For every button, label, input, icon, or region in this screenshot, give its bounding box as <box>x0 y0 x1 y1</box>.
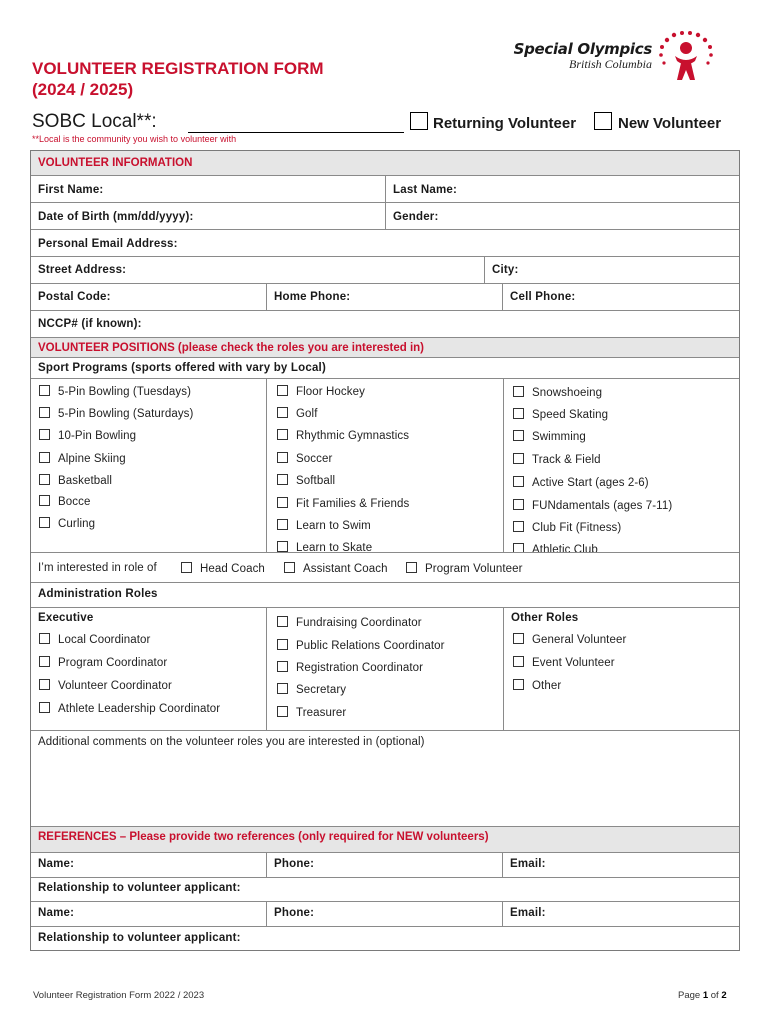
checkbox-icon[interactable] <box>277 429 288 440</box>
checkbox-icon[interactable] <box>513 430 524 441</box>
option-label: Registration Coordinator <box>296 662 424 674</box>
reference2-phone-label[interactable]: Phone: <box>274 907 315 919</box>
option-label: Softball <box>296 475 336 487</box>
executive-label: Executive <box>38 612 94 624</box>
reference1-name-label[interactable]: Name: <box>38 858 75 870</box>
option-label: Program Coordinator <box>58 657 168 669</box>
option-label: Snowshoeing <box>532 387 603 399</box>
option-label: 10-Pin Bowling <box>58 430 137 442</box>
sport-programs-label: Sport Programs (sports offered with vary by Local) <box>38 362 326 374</box>
gender-label[interactable]: Gender: <box>393 211 439 223</box>
additional-comments-field[interactable]: Additional comments on the volunteer roles you are interested in (optional) <box>38 736 425 748</box>
option-label: Other <box>532 680 562 692</box>
checkbox-icon[interactable] <box>513 521 524 532</box>
option-label: Learn to Swim <box>296 520 371 532</box>
local-note: **Local is the community you wish to volunteer with <box>32 134 237 144</box>
postal-code-label[interactable]: Postal Code: <box>38 291 111 303</box>
option-label: FUNdamentals (ages 7-11) <box>532 500 673 512</box>
option-public-relations-coordinator[interactable] <box>277 639 445 652</box>
option-10pin-bowling[interactable] <box>39 429 136 442</box>
checkbox-icon[interactable] <box>513 476 524 487</box>
checkbox-icon[interactable] <box>39 679 50 690</box>
option-rhythmic-gymnastics[interactable] <box>277 429 409 442</box>
option-golf[interactable] <box>277 407 318 420</box>
checkbox-icon[interactable] <box>513 679 524 690</box>
option-label: Local Coordinator <box>58 634 151 646</box>
option-label: Active Start (ages 2-6) <box>532 477 649 489</box>
divider <box>266 901 267 926</box>
dob-label[interactable]: Date of Birth (mm/dd/yyyy): <box>38 211 194 223</box>
option-general-volunteer[interactable] <box>513 633 626 646</box>
checkbox-icon[interactable] <box>513 386 524 397</box>
divider <box>502 901 503 926</box>
option-soccer[interactable] <box>277 452 332 465</box>
checkbox-icon[interactable] <box>39 702 50 713</box>
page-prefix: Page <box>678 990 701 1001</box>
divider <box>502 283 503 310</box>
city-label[interactable]: City: <box>492 264 519 276</box>
sobc-local-label: SOBC Local**: <box>32 111 157 132</box>
option-label: Volunteer Coordinator <box>58 680 172 692</box>
divider <box>31 852 739 853</box>
checkbox-icon[interactable] <box>181 562 192 573</box>
checkbox-icon[interactable] <box>513 499 524 510</box>
form-title <box>32 58 324 100</box>
checkbox-icon[interactable] <box>39 429 50 440</box>
option-fundamentals[interactable] <box>513 499 672 512</box>
option-learn-to-skate[interactable] <box>277 541 372 552</box>
volunteer-positions-title: VOLUNTEER POSITIONS (please check the roles you are interested in) <box>38 342 424 354</box>
option-label: Assistant Coach <box>303 563 388 575</box>
divider <box>31 283 739 284</box>
checkbox-icon[interactable] <box>513 453 524 464</box>
option-secretary[interactable] <box>277 683 346 696</box>
option-curling[interactable] <box>39 517 95 530</box>
option-label: 5-Pin Bowling (Tuesdays) <box>58 386 191 398</box>
checkbox-icon[interactable] <box>277 452 288 463</box>
divider <box>266 378 267 552</box>
divider <box>266 607 267 730</box>
checkbox-icon[interactable] <box>39 656 50 667</box>
checkbox-icon[interactable] <box>277 519 288 530</box>
checkbox-icon[interactable] <box>39 407 50 418</box>
divider <box>31 552 739 553</box>
option-label: Golf <box>296 408 318 420</box>
option-fundraising-coordinator[interactable] <box>277 616 422 629</box>
reference2-relationship-label[interactable]: Relationship to volunteer applicant: <box>38 932 241 944</box>
option-local-coordinator[interactable] <box>39 633 150 646</box>
option-label: Basketball <box>58 475 113 487</box>
option-label: Learn to Skate <box>296 542 373 552</box>
option-label: Bocce <box>58 496 91 508</box>
checkbox-icon[interactable] <box>277 706 288 717</box>
footer-page-number <box>678 990 727 1001</box>
option-athletic-club[interactable] <box>513 543 598 552</box>
checkbox-icon[interactable] <box>39 474 50 485</box>
checkbox-icon[interactable] <box>39 452 50 463</box>
divider <box>484 256 485 283</box>
divider <box>31 310 739 311</box>
reference1-email-label[interactable]: Email: <box>510 858 546 870</box>
divider <box>31 877 739 878</box>
divider <box>266 283 267 310</box>
last-name-label[interactable]: Last Name: <box>393 184 457 196</box>
option-5pin-saturdays[interactable] <box>39 407 193 420</box>
option-volunteer-coordinator[interactable] <box>39 679 172 692</box>
option-swimming[interactable] <box>513 430 586 443</box>
option-athlete-leadership-coordinator[interactable] <box>39 702 220 715</box>
nccp-label[interactable]: NCCP# (if known): <box>38 318 142 330</box>
option-program-coordinator[interactable] <box>39 656 167 669</box>
footer-form-name: Volunteer Registration Form 2022 / 2023 <box>33 990 205 1001</box>
option-event-volunteer[interactable] <box>513 656 615 669</box>
option-alpine-skiing[interactable] <box>39 452 126 465</box>
option-track-field[interactable] <box>513 453 601 466</box>
divider <box>31 926 739 927</box>
divider <box>503 607 504 730</box>
first-name-label[interactable]: First Name: <box>38 184 104 196</box>
option-label: Floor Hockey <box>296 386 365 398</box>
registration-form-table <box>30 150 740 951</box>
option-assistant-coach[interactable] <box>284 562 388 575</box>
option-label: Event Volunteer <box>532 657 615 669</box>
checkbox-icon[interactable] <box>406 562 417 573</box>
option-registration-coordinator[interactable] <box>277 661 423 674</box>
reference2-name-label[interactable]: Name: <box>38 907 75 919</box>
home-phone-label[interactable]: Home Phone: <box>274 291 351 303</box>
reference2-email-label[interactable]: Email: <box>510 907 546 919</box>
option-active-start[interactable] <box>513 476 649 489</box>
option-speed-skating[interactable] <box>513 408 608 421</box>
logo-main-text: Special Olympics <box>513 40 652 58</box>
checkbox-icon[interactable] <box>277 639 288 650</box>
option-label: 5-Pin Bowling (Saturdays) <box>58 408 194 420</box>
checkbox-icon[interactable] <box>513 543 524 552</box>
option-treasurer[interactable] <box>277 706 346 719</box>
option-label: Track & Field <box>532 454 601 466</box>
form-title-line2: (2024 / 2025) <box>32 80 134 99</box>
interested-role-label: I’m interested in role of <box>38 562 157 574</box>
checkbox-icon[interactable] <box>277 385 288 396</box>
checkbox-icon[interactable] <box>277 541 288 552</box>
checkbox-icon[interactable] <box>39 633 50 644</box>
option-other[interactable] <box>513 679 561 692</box>
checkbox-icon[interactable] <box>513 633 524 644</box>
option-label: Secretary <box>296 684 347 696</box>
option-label: Curling <box>58 518 96 530</box>
special-olympics-logo-icon <box>655 30 717 86</box>
option-program-volunteer[interactable] <box>406 562 523 575</box>
option-snowshoeing[interactable] <box>513 386 602 399</box>
checkbox-icon[interactable] <box>277 407 288 418</box>
divider <box>31 582 739 583</box>
divider <box>31 730 739 731</box>
checkbox-icon[interactable] <box>277 661 288 672</box>
email-label[interactable]: Personal Email Address: <box>38 238 178 250</box>
option-label: Head Coach <box>200 563 265 575</box>
sobc-logo <box>488 40 652 72</box>
volunteer-info-title: VOLUNTEER INFORMATION <box>38 157 193 169</box>
page-current: 1 <box>702 990 709 1001</box>
new-volunteer-label: New Volunteer <box>618 115 722 132</box>
admin-roles-title: Administration Roles <box>38 588 158 600</box>
option-fit-families[interactable] <box>277 497 409 510</box>
divider <box>31 607 739 608</box>
new-volunteer-checkbox[interactable] <box>594 112 612 130</box>
option-label: Athlete Leadership Coordinator <box>58 703 221 715</box>
divider <box>31 202 739 203</box>
references-title: REFERENCES – Please provide two references (only required for NEW volunteers) <box>38 831 489 843</box>
checkbox-icon[interactable] <box>513 656 524 667</box>
option-club-fit[interactable] <box>513 521 621 534</box>
checkbox-icon[interactable] <box>513 408 524 419</box>
option-label: Soccer <box>296 453 333 465</box>
sobc-local-input-line[interactable] <box>188 132 404 133</box>
page-of: of <box>710 990 719 1001</box>
divider <box>502 852 503 877</box>
checkbox-icon[interactable] <box>39 385 50 396</box>
divider <box>31 378 739 379</box>
option-label: Fit Families & Friends <box>296 498 410 510</box>
option-label: Program Volunteer <box>425 563 523 575</box>
reference1-phone-label[interactable]: Phone: <box>274 858 315 870</box>
checkbox-icon[interactable] <box>39 517 50 528</box>
option-softball[interactable] <box>277 474 335 487</box>
option-label: Speed Skating <box>532 409 609 421</box>
divider <box>31 256 739 257</box>
option-bocce[interactable] <box>39 495 90 508</box>
divider <box>503 378 504 552</box>
page-total: 2 <box>721 990 727 1001</box>
returning-volunteer-checkbox[interactable] <box>410 112 428 130</box>
checkbox-icon[interactable] <box>277 497 288 508</box>
returning-volunteer-label: Returning Volunteer <box>433 115 577 132</box>
option-label: Athletic Club <box>532 544 598 552</box>
option-label: Public Relations Coordinator <box>296 640 445 652</box>
other-roles-label: Other Roles <box>511 612 579 624</box>
option-floor-hockey[interactable] <box>277 385 365 398</box>
cell-phone-label[interactable]: Cell Phone: <box>510 291 576 303</box>
option-label: Swimming <box>532 431 586 443</box>
option-label: Treasurer <box>296 707 347 719</box>
divider <box>31 229 739 230</box>
checkbox-icon[interactable] <box>277 474 288 485</box>
divider <box>31 901 739 902</box>
logo-sub-text: British Columbia <box>568 57 652 71</box>
option-head-coach[interactable] <box>181 562 265 575</box>
option-5pin-tuesdays[interactable] <box>39 385 191 398</box>
option-label: Rhythmic Gymnastics <box>296 430 410 442</box>
divider <box>31 357 739 358</box>
checkbox-icon[interactable] <box>39 495 50 506</box>
option-label: Club Fit (Fitness) <box>532 522 622 534</box>
divider <box>266 852 267 877</box>
option-label: Fundraising Coordinator <box>296 617 422 629</box>
checkbox-icon[interactable] <box>277 616 288 627</box>
option-label: Alpine Skiing <box>58 453 126 465</box>
form-title-line1: VOLUNTEER REGISTRATION FORM <box>32 59 324 78</box>
option-label: General Volunteer <box>532 634 627 646</box>
checkbox-icon[interactable] <box>284 562 295 573</box>
reference1-relationship-label[interactable]: Relationship to volunteer applicant: <box>38 882 241 894</box>
checkbox-icon[interactable] <box>277 683 288 694</box>
option-learn-to-swim[interactable] <box>277 519 371 532</box>
option-basketball[interactable] <box>39 474 112 487</box>
street-address-label[interactable]: Street Address: <box>38 264 127 276</box>
